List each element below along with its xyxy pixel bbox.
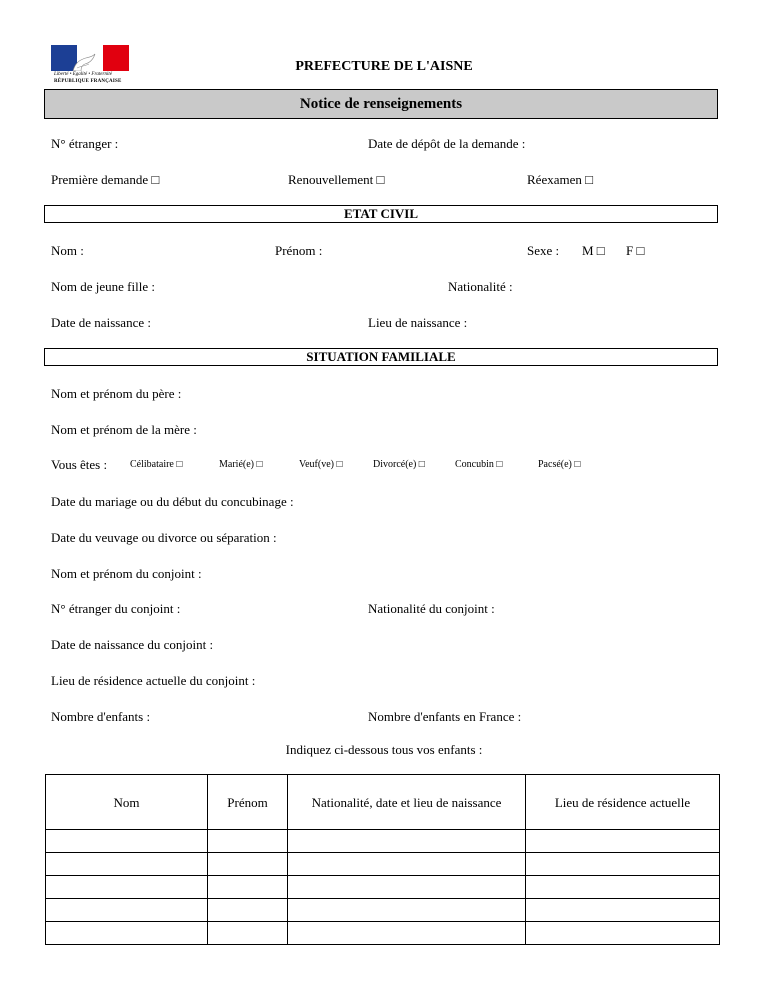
table-cell[interactable] (208, 853, 288, 876)
table-cell[interactable] (46, 830, 208, 853)
table-cell[interactable] (526, 922, 720, 945)
nom-jeune-fille-field[interactable]: Nom de jeune fille : (51, 279, 155, 294)
table-header-row (46, 775, 720, 830)
table-cell[interactable] (526, 853, 720, 876)
enfants-instruction: Indiquez ci-dessous tous vos enfants : (285, 742, 483, 757)
table-cell[interactable] (288, 899, 526, 922)
sexe-m-checkbox[interactable]: M □ (582, 243, 605, 258)
table-cell[interactable] (288, 830, 526, 853)
table-row (46, 922, 720, 945)
column-header-nom: Nom (46, 775, 208, 830)
table-row (46, 899, 720, 922)
column-header-prenom: Prénom (208, 775, 288, 830)
logo-republic-text: RÉPUBLIQUE FRANÇAISE (54, 79, 122, 84)
veuf-checkbox[interactable]: Veuf(ve) □ (299, 459, 343, 470)
logo-motto: Liberté • Égalité • Fraternité (54, 72, 112, 77)
table-cell[interactable] (208, 876, 288, 899)
column-header-residence: Lieu de résidence actuelle (526, 775, 720, 830)
table-cell[interactable] (46, 876, 208, 899)
table-cell[interactable] (288, 853, 526, 876)
prenom-field[interactable]: Prénom : (275, 243, 323, 258)
renouvellement-checkbox[interactable]: Renouvellement □ (288, 172, 385, 187)
table-cell[interactable] (526, 830, 720, 853)
table-cell[interactable] (208, 830, 288, 853)
divorce-checkbox[interactable]: Divorcé(e) □ (373, 459, 425, 470)
table-cell[interactable] (288, 876, 526, 899)
conjoint-no-etranger-field[interactable]: N° étranger du conjoint : (51, 601, 181, 616)
nb-enfants-france-field[interactable]: Nombre d'enfants en France : (368, 709, 522, 724)
situation-familiale-heading: SITUATION FAMILIALE (44, 348, 718, 366)
table-cell[interactable] (208, 899, 288, 922)
nationalite-field[interactable]: Nationalité : (448, 279, 513, 294)
table-cell[interactable] (288, 922, 526, 945)
table-cell[interactable] (46, 853, 208, 876)
lieu-naissance-field[interactable]: Lieu de naissance : (368, 315, 468, 330)
conjoint-residence-field[interactable]: Lieu de résidence actuelle du conjoint : (51, 673, 256, 688)
date-naissance-field[interactable]: Date de naissance : (51, 315, 151, 330)
celibataire-checkbox[interactable]: Célibataire □ (130, 459, 183, 470)
nb-enfants-field[interactable]: Nombre d'enfants : (51, 709, 151, 724)
table-cell[interactable] (46, 922, 208, 945)
nom-field[interactable]: Nom : (51, 243, 84, 258)
date-depot-field[interactable]: Date de dépôt de la demande : (368, 136, 526, 151)
table-row (46, 853, 720, 876)
marie-checkbox[interactable]: Marié(e) □ (219, 459, 263, 470)
vous-etes-label: Vous êtes : (51, 457, 108, 472)
mere-field[interactable]: Nom et prénom de la mère : (51, 422, 197, 437)
conjoint-nationalite-field[interactable]: Nationalité du conjoint : (368, 601, 495, 616)
conjoint-naissance-field[interactable]: Date de naissance du conjoint : (51, 637, 214, 652)
pacse-checkbox[interactable]: Pacsé(e) □ (538, 459, 581, 470)
notice-banner: Notice de renseignements (44, 89, 718, 119)
sexe-f-checkbox[interactable]: F □ (626, 243, 645, 258)
table-cell[interactable] (46, 899, 208, 922)
no-etranger-field[interactable]: N° étranger : (51, 136, 119, 151)
conjoint-nom-field[interactable]: Nom et prénom du conjoint : (51, 566, 202, 581)
etat-civil-heading: ETAT CIVIL (44, 205, 718, 223)
pere-field[interactable]: Nom et prénom du père : (51, 386, 182, 401)
reexamen-checkbox[interactable]: Réexamen □ (527, 172, 593, 187)
table-cell[interactable] (526, 899, 720, 922)
date-mariage-field[interactable]: Date du mariage ou du début du concubinage : (51, 494, 294, 509)
sexe-label: Sexe : (527, 243, 560, 258)
table-row (46, 830, 720, 853)
page-title: PREFECTURE DE L'AISNE (295, 59, 473, 74)
column-header-nationalite: Nationalité, date et lieu de naissance (288, 775, 526, 830)
premiere-demande-checkbox[interactable]: Première demande □ (51, 172, 160, 187)
concubin-checkbox[interactable]: Concubin □ (455, 459, 503, 470)
table-row (46, 876, 720, 899)
table-cell[interactable] (526, 876, 720, 899)
children-table (45, 774, 720, 945)
date-veuvage-field[interactable]: Date du veuvage ou divorce ou séparation : (51, 530, 277, 545)
table-cell[interactable] (208, 922, 288, 945)
